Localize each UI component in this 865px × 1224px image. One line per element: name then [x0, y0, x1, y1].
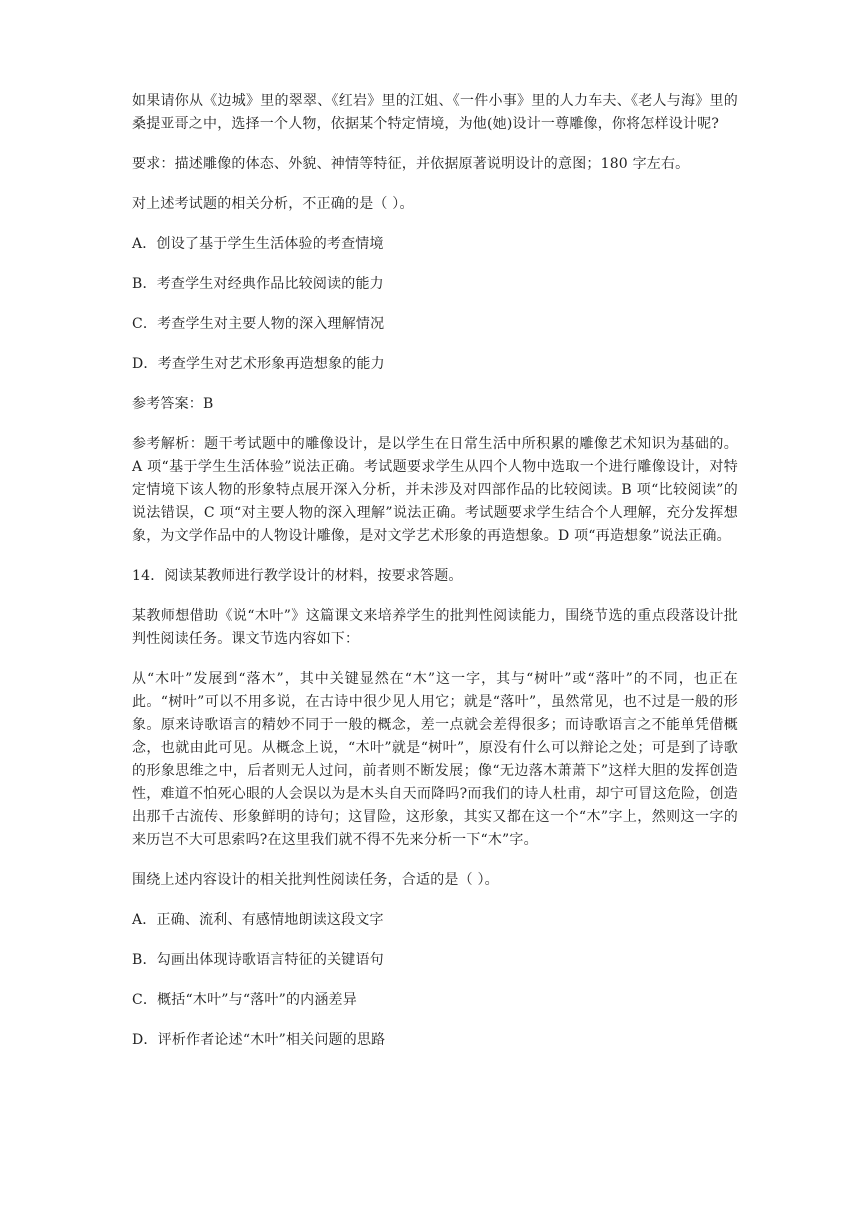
q14-option-c: C．概括“木叶”与“落叶”的内涵差异	[132, 992, 357, 1008]
document-page	[132, 90, 738, 1052]
q14-intro: 某教师想借助《说“木叶”》这篇课文来培养学生的批判性阅读能力，围绕节选的重点段落设计批判性阅读任务。课文节选内容如下：	[132, 608, 738, 647]
q13-question: 对上述考试题的相关分析，不正确的是（ ）。	[132, 196, 414, 212]
q13-option-b: B．考查学生对经典作品比较阅读的能力	[132, 276, 384, 292]
q14-option-d: D．评析作者论述“木叶”相关问题的思路	[132, 1032, 386, 1048]
q13-option-c: C．考查学生对主要人物的深入理解情况	[132, 316, 385, 332]
q13-stem: 如果请你从《边城》里的翠翠、《红岩》里的江姐、《一件小事》里的人力车夫、《老人与海》里的桑提亚哥之中，选择一个人物，依据某个特定情境，为他(她)设计一尊雕像，你将怎样设计呢?	[132, 93, 738, 132]
q14-title: 14．阅读某教师进行教学设计的材料，按要求答题。	[132, 568, 463, 584]
q13-requirement: 要求：描述雕像的体态、外貌、神情等特征，并依据原著说明设计的意图；180 字左右。	[132, 156, 690, 172]
q13-option-d: D．考查学生对艺术形象再造想象的能力	[132, 356, 385, 372]
q13-answer: 参考答案：B	[132, 396, 214, 412]
q14-option-b: B．勾画出体现诗歌语言特征的关键语句	[132, 952, 384, 968]
q13-option-a: A．创设了基于学生生活体验的考查情境	[132, 236, 384, 252]
q14-option-a: A．正确、流利、有感情地朗读这段文字	[132, 912, 384, 928]
q13-analysis: 参考解析：题干考试题中的雕像设计，是以学生在日常生活中所积累的雕像艺术知识为基础的。A 项“基于学生生活体验”说法正确。考试题要求学生从四个人物中选取一个进行雕像设计，对特定情境下该人物的形象特点展开深入分析，并未涉及对四部作品的比较阅读。B 项“比较阅读”的说法错误，C 项“对主要人物的深入理解”说法正确。考试题要求学生结合个人理解，充分发挥想象，为文学作品中的人物设计雕像，是对文学艺术形象的再造想象。D 项“再造想象”说法正确。	[132, 436, 738, 544]
q14-excerpt: 从“木叶”发展到“落木”，其中关键显然在“木”这一字，其与“树叶”或“落叶”的不同，也正在此。“树叶”可以不用多说，在古诗中很少见人用它；就是“落叶”，虽然常见，也不过是一般的形象。原来诗歌语言的精妙不同于一般的概念，差一点就会差得很多；而诗歌语言之不能单凭借概念，也就由此可见。从概念上说，“木叶”就是“树叶”，原没有什么可以辩论之处；可是到了诗歌的形象思维之中，后者则无人过问，前者则不断发展；像“无边落木萧萧下”这样大胆的发挥创造性，难道不怕死心眼的人会误以为是木头自天而降吗?而我们的诗人杜甫，却宁可冒这危险，创造出那千古流传、形象鲜明的诗句；这冒险，这形象，其实又都在这一个“木”字上，然则这一字的来历岂不大可思索吗?在这里我们就不得不先来分析一下“木”字。	[132, 671, 738, 848]
q14-question: 围绕上述内容设计的相关批判性阅读任务，合适的是（ ）。	[132, 872, 499, 888]
